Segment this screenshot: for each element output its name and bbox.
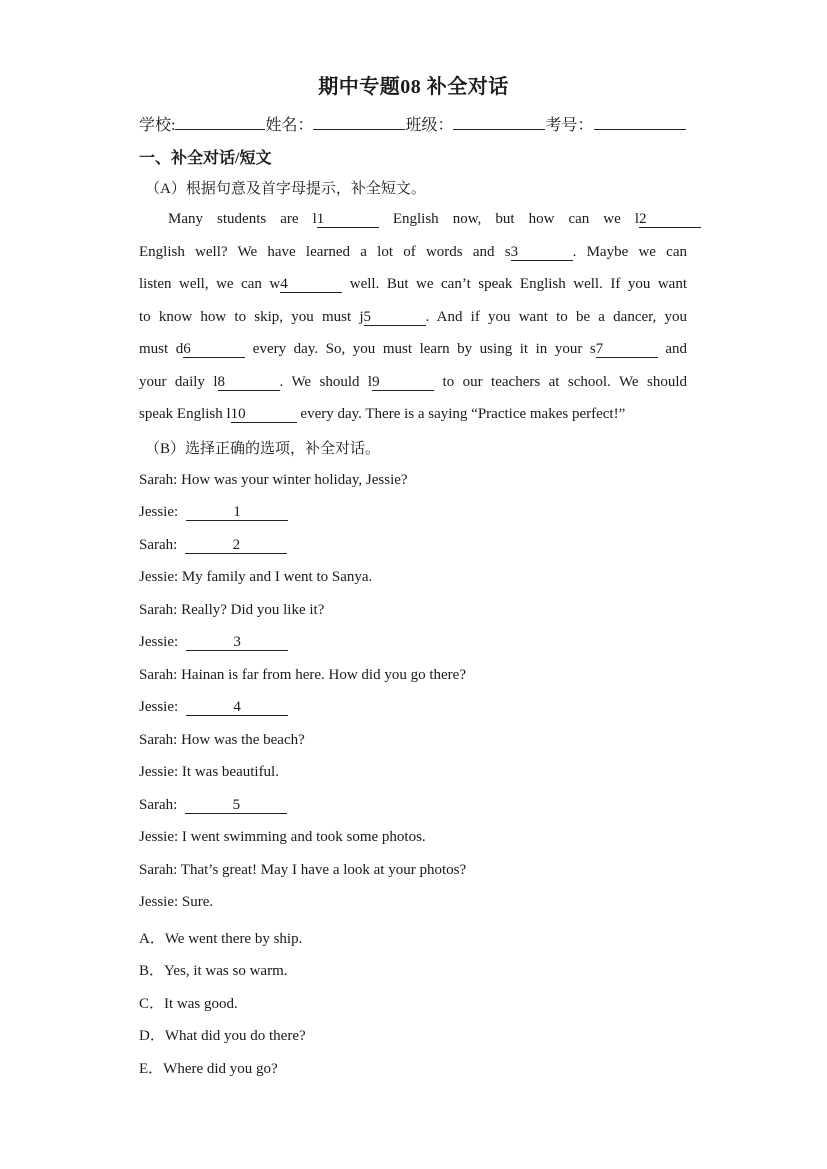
passage-text: must d (139, 341, 184, 357)
passage-line (139, 244, 687, 264)
passage-line (139, 406, 687, 426)
passage-text: your daily l (139, 374, 218, 390)
school-label: 学校: (139, 117, 176, 134)
dialogue-line (139, 732, 305, 749)
option-text: What did you do there? (164, 1028, 306, 1044)
school-blank[interactable] (175, 114, 265, 130)
dialogue-line (139, 667, 466, 684)
passage-blank[interactable]: 10 (231, 407, 297, 423)
part-b-instruction: （B）选择正确的选项，补全对话。 (145, 441, 381, 457)
passage-text: every day. There is a saying “Practice makes perfect!” (296, 406, 626, 422)
option-letter: E． (139, 1061, 164, 1077)
passage-text: . Maybe we can (572, 244, 687, 260)
exam-no-blank[interactable] (594, 114, 686, 130)
passage-line (139, 276, 687, 296)
part-a-instruction: （A）根据句意及首字母提示，补全短文。 (145, 181, 426, 197)
passage-text: to our teachers at school. We should (434, 374, 687, 390)
option-b[interactable] (139, 959, 288, 980)
dialogue-text: Sure. (178, 894, 214, 910)
speaker-label: Jessie: (139, 829, 179, 845)
dialogue-text: It was beautiful. (178, 764, 279, 780)
class-blank[interactable] (453, 114, 545, 130)
dialogue-line (139, 862, 466, 879)
option-text: Yes, it was so warm. (164, 963, 288, 979)
passage-text: speak English l (139, 406, 231, 422)
passage-blank[interactable]: 6 (183, 342, 245, 358)
passage-blank[interactable]: 7 (596, 342, 658, 358)
name-blank[interactable] (313, 114, 405, 130)
option-text: Where did you go? (163, 1061, 278, 1077)
passage-text: well. But we can’t speak English well. If you want (342, 276, 687, 292)
passage-blank[interactable]: 2 (639, 212, 701, 228)
speaker-label: Jessie: (139, 699, 179, 715)
speaker-label: Jessie: (139, 504, 179, 520)
class-label: 班级： (405, 117, 454, 134)
option-letter: D． (139, 1028, 165, 1044)
passage-text: . We should l (279, 374, 373, 390)
option-text: We went there by ship. (164, 931, 303, 947)
passage-text: to know how to skip, you must j (139, 309, 364, 325)
option-e[interactable] (139, 1057, 278, 1078)
option-letter: C． (139, 996, 165, 1012)
dialogue-line (139, 537, 287, 554)
passage-blank[interactable]: 3 (511, 245, 573, 261)
passage-line (139, 341, 687, 361)
passage-line (139, 309, 687, 329)
dialogue-text: That’s great! May I have a look at your photos? (177, 862, 467, 878)
speaker-label: Sarah: (139, 667, 178, 683)
dialogue-blank[interactable]: 5 (185, 798, 287, 814)
option-letter: B． (139, 963, 165, 979)
dialogue-text: How was your winter holiday, Jessie? (177, 472, 408, 488)
dialogue-line (139, 699, 288, 716)
passage-blank[interactable]: 8 (218, 375, 280, 391)
dialogue-line (139, 894, 213, 911)
passage-blank[interactable]: 4 (280, 277, 342, 293)
dialogue-blank[interactable]: 4 (186, 700, 288, 716)
option-text: It was good. (164, 996, 238, 1012)
dialogue-line (139, 602, 324, 619)
section-heading: 一、补全对话/短文 (139, 150, 272, 167)
dialogue-line (139, 569, 372, 586)
option-letter: A． (139, 931, 165, 947)
dialogue-blank[interactable]: 1 (186, 505, 288, 521)
passage-text: Many students are l (168, 211, 317, 227)
speaker-label: Sarah: (139, 602, 178, 618)
passage-line (168, 211, 701, 231)
speaker-label: Jessie: (139, 894, 179, 910)
dialogue-text: How was the beach? (177, 732, 305, 748)
dialogue-text: I went swimming and took some photos. (178, 829, 426, 845)
speaker-label: Sarah: (139, 732, 178, 748)
speaker-label: Sarah: (139, 537, 178, 553)
speaker-label: Sarah: (139, 472, 178, 488)
dialogue-blank[interactable]: 3 (186, 635, 288, 651)
speaker-label: Sarah: (139, 862, 178, 878)
dialogue-text: Really? Did you like it? (177, 602, 325, 618)
speaker-label: Jessie: (139, 764, 179, 780)
dialogue-line (139, 829, 426, 846)
name-label: 姓名： (265, 117, 314, 134)
passage-text: English well? We have learned a lot of words and s (139, 244, 511, 260)
passage-text: every day. So, you must learn by using it in your s (245, 341, 596, 357)
passage-blank[interactable]: 1 (317, 212, 379, 228)
dialogue-line (139, 764, 279, 781)
passage-blank[interactable]: 5 (364, 310, 426, 326)
passage-text: and (657, 341, 687, 357)
speaker-label: Jessie: (139, 634, 179, 650)
page-title: 期中专题08 补全对话 (318, 76, 509, 98)
speaker-label: Jessie: (139, 569, 179, 585)
passage-blank[interactable]: 9 (372, 375, 434, 391)
student-info-row (139, 112, 686, 135)
option-c[interactable] (139, 992, 238, 1013)
dialogue-line (139, 472, 408, 489)
option-a[interactable] (139, 927, 302, 948)
dialogue-line (139, 797, 287, 814)
dialogue-line (139, 634, 288, 651)
passage-text: English now, but how can we l (378, 211, 640, 227)
passage-text: . And if you want to be a dancer, you (425, 309, 687, 325)
exam-no-label: 考号： (545, 117, 594, 134)
passage-text: listen well, we can w (139, 276, 281, 292)
option-d[interactable] (139, 1024, 306, 1045)
dialogue-blank[interactable]: 2 (185, 538, 287, 554)
dialogue-text: My family and I went to Sanya. (178, 569, 373, 585)
speaker-label: Sarah: (139, 797, 178, 813)
dialogue-text: Hainan is far from here. How did you go there? (177, 667, 466, 683)
passage-line (139, 374, 687, 394)
dialogue-line (139, 504, 288, 521)
